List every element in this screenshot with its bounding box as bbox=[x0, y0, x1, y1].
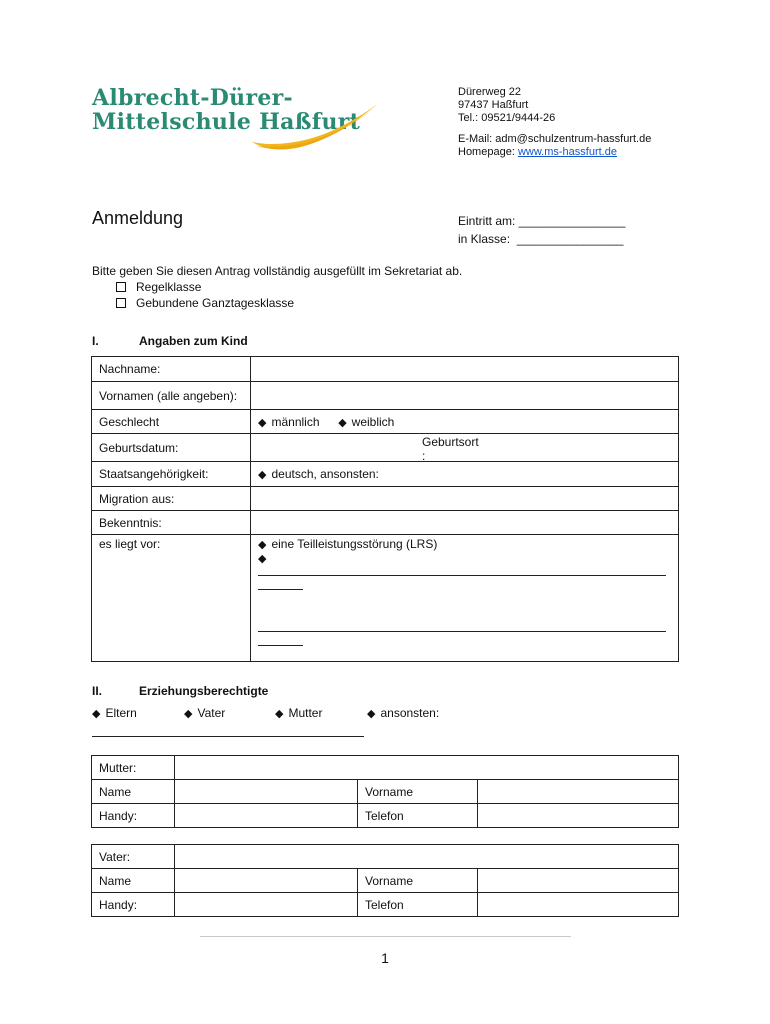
address-phone: Tel.: 09521/9444-26 bbox=[458, 112, 556, 124]
option-lrs[interactable]: ◆ eine Teilleistungsstörung (LRS) bbox=[258, 537, 438, 551]
mother-vorname-input[interactable] bbox=[478, 780, 679, 804]
mother-vorname-label: Vorname bbox=[358, 780, 478, 804]
school-address bbox=[458, 86, 651, 159]
diamond-bullet-icon: ◆ bbox=[258, 553, 267, 565]
father-telefon-label: Telefon bbox=[358, 893, 478, 917]
address-email: E-Mail: adm@schulzentrum-hassfurt.de bbox=[458, 133, 652, 145]
geburtsdatum-label: Geburtsdatum: bbox=[92, 434, 251, 462]
mother-header: Mutter: bbox=[92, 756, 175, 780]
section-1-number: I. bbox=[92, 334, 99, 348]
table-row bbox=[92, 845, 679, 869]
mother-handy-input[interactable] bbox=[175, 804, 358, 828]
table-row bbox=[92, 756, 679, 780]
child-table bbox=[91, 356, 679, 662]
logo-swoosh-icon bbox=[250, 100, 380, 160]
guardian-option-ansonsten[interactable]: ◆ ansonsten: bbox=[367, 706, 440, 720]
option-maennlich[interactable]: ◆ männlich bbox=[258, 414, 320, 429]
table-row bbox=[92, 434, 679, 462]
fill-line[interactable] bbox=[258, 631, 666, 632]
table-row bbox=[92, 487, 679, 511]
geschlecht-label: Geschlecht bbox=[92, 410, 251, 434]
vornamen-label: Vornamen (alle angeben): bbox=[92, 382, 251, 410]
geburtsort-label: Geburtsort : bbox=[422, 435, 479, 463]
mother-name-input[interactable] bbox=[175, 780, 358, 804]
bekenntnis-label: Bekenntnis: bbox=[92, 511, 251, 535]
page-number: 1 bbox=[381, 950, 389, 966]
father-handy-input[interactable] bbox=[175, 893, 358, 917]
geschlecht-options bbox=[251, 410, 679, 434]
address-homepage: Homepage: www.ms-hassfurt.de bbox=[458, 146, 617, 158]
diamond-bullet-icon: ◆ bbox=[367, 708, 376, 720]
father-table bbox=[91, 844, 679, 917]
eintritt-field[interactable]: Eintritt am: ________________ bbox=[458, 214, 626, 228]
migration-input[interactable] bbox=[251, 487, 679, 511]
logo-line-2: Mittelschule Haßfurt bbox=[92, 109, 361, 135]
table-row bbox=[92, 382, 679, 410]
diamond-bullet-icon: ◆ bbox=[184, 708, 193, 720]
checkbox-icon[interactable] bbox=[116, 298, 126, 308]
address-street: Dürerweg 22 bbox=[458, 86, 521, 98]
vornamen-input[interactable] bbox=[251, 382, 679, 410]
homepage-link[interactable]: www.ms-hassfurt.de bbox=[517, 146, 617, 158]
fill-line[interactable] bbox=[258, 645, 303, 646]
address-city: 97437 Haßfurt bbox=[458, 99, 529, 111]
section-2-number: II. bbox=[92, 684, 103, 698]
table-row bbox=[92, 462, 679, 487]
liegt-vor-label: es liegt vor: bbox=[92, 535, 251, 662]
guardian-option-vater[interactable]: ◆ Vater bbox=[184, 706, 226, 720]
diamond-bullet-icon: ◆ bbox=[258, 539, 267, 551]
table-row bbox=[92, 511, 679, 535]
mother-name-label: Name bbox=[92, 780, 175, 804]
fill-line[interactable] bbox=[258, 575, 666, 576]
table-row bbox=[92, 780, 679, 804]
option-ganztagesklasse[interactable]: Gebundene Ganztagesklasse bbox=[116, 296, 294, 310]
option-weiblich[interactable]: ◆ weiblich bbox=[338, 414, 395, 429]
staat-label: Staatsangehörigkeit: bbox=[92, 462, 251, 487]
staat-options[interactable]: ◆ deutsch, ansonsten: bbox=[251, 462, 679, 487]
table-row bbox=[92, 869, 679, 893]
guardian-option-eltern[interactable]: ◆ Eltern bbox=[92, 706, 137, 720]
table-row bbox=[92, 893, 679, 917]
table-row bbox=[92, 410, 679, 434]
logo-line-1: Albrecht-Dürer- bbox=[92, 85, 293, 111]
father-telefon-input[interactable] bbox=[478, 893, 679, 917]
diamond-bullet-icon: ◆ bbox=[275, 708, 284, 720]
table-row bbox=[92, 804, 679, 828]
fill-line[interactable] bbox=[258, 589, 303, 590]
father-vorname-label: Vorname bbox=[358, 869, 478, 893]
mother-telefon-input[interactable] bbox=[478, 804, 679, 828]
table-row bbox=[92, 357, 679, 382]
option-other[interactable] bbox=[258, 551, 671, 565]
father-handy-label: Handy: bbox=[92, 893, 175, 917]
intro-text: Bitte geben Sie diesen Antrag vollständig ausgefüllt im Sekretariat ab. bbox=[92, 264, 463, 278]
section-1-title: Angaben zum Kind bbox=[139, 334, 248, 348]
migration-label: Migration aus: bbox=[92, 487, 251, 511]
mother-table bbox=[91, 755, 679, 828]
nachname-label: Nachname: bbox=[92, 357, 251, 382]
diamond-bullet-icon: ◆ bbox=[258, 469, 267, 481]
footer-divider bbox=[200, 936, 571, 937]
father-name-label: Name bbox=[92, 869, 175, 893]
section-2-title: Erziehungsberechtigte bbox=[139, 684, 269, 698]
bekenntnis-input[interactable] bbox=[251, 511, 679, 535]
page-title: Anmeldung bbox=[92, 208, 184, 228]
mother-handy-label: Handy: bbox=[92, 804, 175, 828]
option-regelklasse[interactable]: Regelklasse bbox=[116, 280, 201, 294]
klasse-field[interactable]: in Klasse: ________________ bbox=[458, 232, 624, 246]
table-row bbox=[92, 535, 679, 662]
mother-telefon-label: Telefon bbox=[358, 804, 478, 828]
father-header-input[interactable] bbox=[175, 845, 679, 869]
diamond-bullet-icon: ◆ bbox=[258, 416, 267, 429]
geburtsdatum-input[interactable] bbox=[251, 434, 679, 462]
father-header: Vater: bbox=[92, 845, 175, 869]
father-name-input[interactable] bbox=[175, 869, 358, 893]
diamond-bullet-icon: ◆ bbox=[92, 708, 101, 720]
nachname-input[interactable] bbox=[251, 357, 679, 382]
father-vorname-input[interactable] bbox=[478, 869, 679, 893]
liegt-vor-options bbox=[251, 535, 679, 662]
checkbox-icon[interactable] bbox=[116, 282, 126, 292]
mother-header-input[interactable] bbox=[175, 756, 679, 780]
diamond-bullet-icon: ◆ bbox=[338, 416, 347, 429]
guardian-option-mutter[interactable]: ◆ Mutter bbox=[275, 706, 323, 720]
ansonsten-fill-line[interactable] bbox=[92, 736, 364, 737]
